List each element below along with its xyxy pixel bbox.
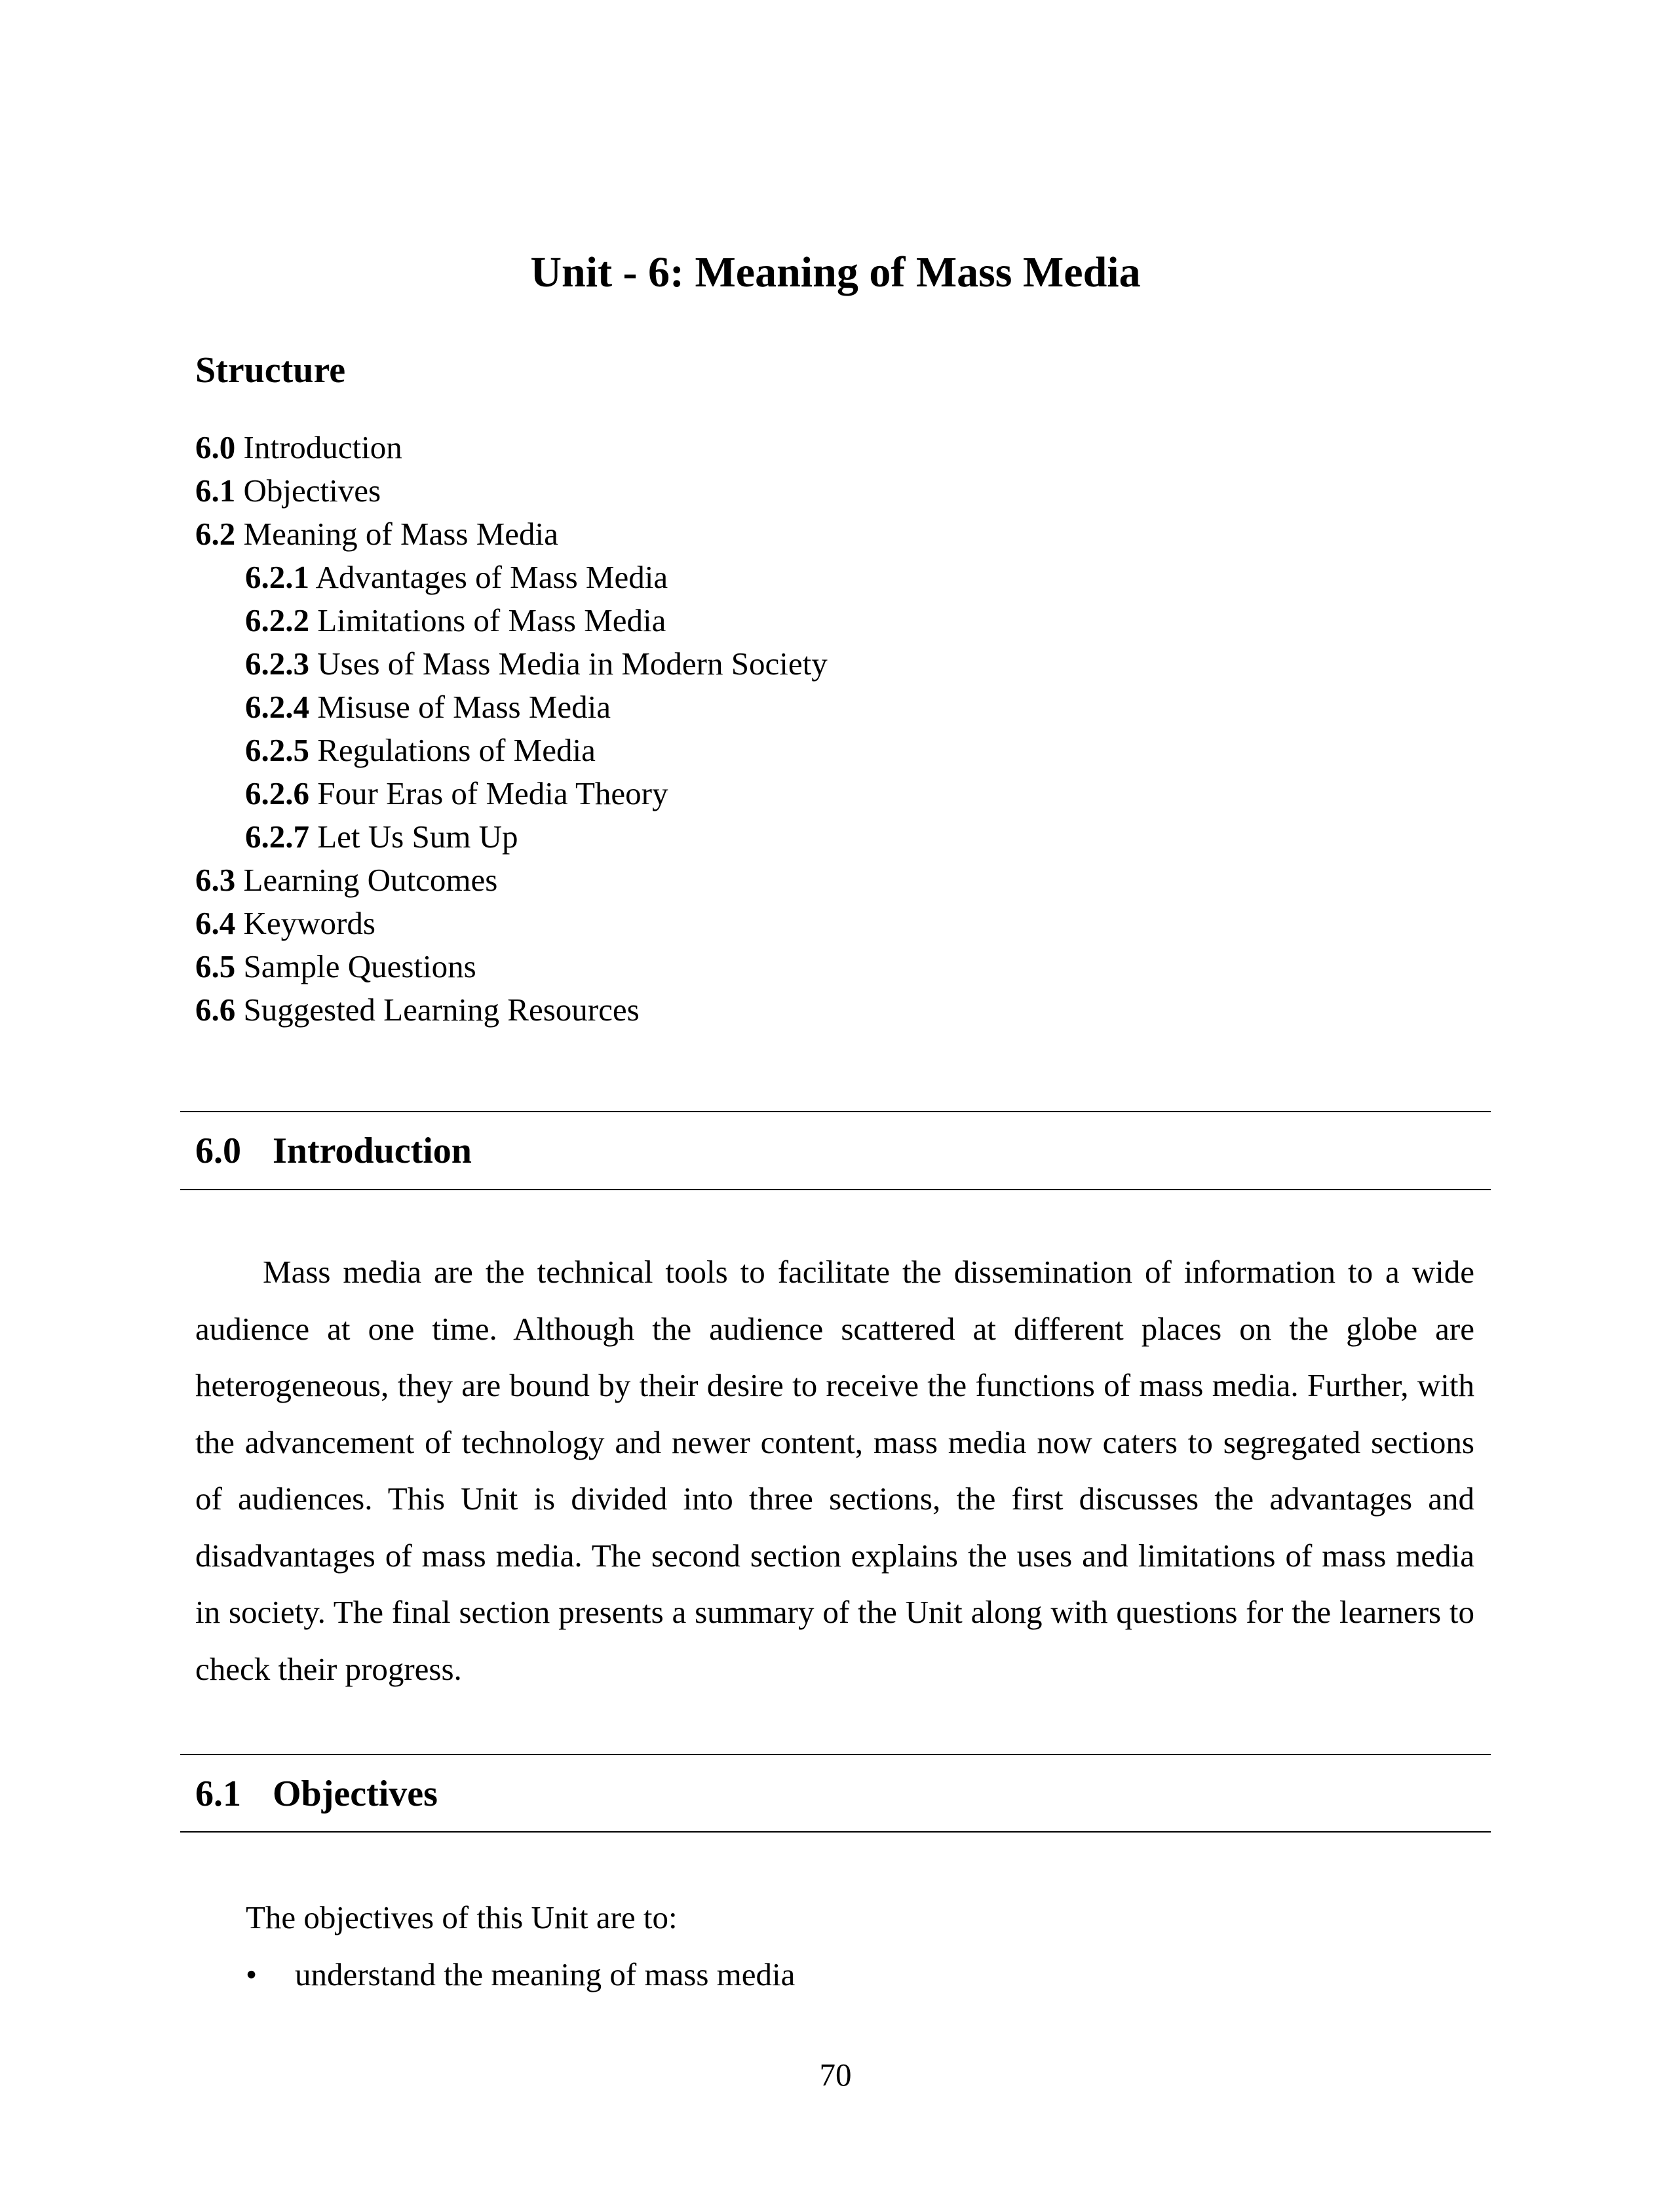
toc-item-label: Meaning of Mass Media xyxy=(243,516,558,552)
section-divider-top xyxy=(180,1111,1491,1112)
toc-item xyxy=(195,513,828,556)
objective-item xyxy=(246,1953,795,1996)
toc-item-label: Advantages of Mass Media xyxy=(315,559,668,595)
toc-subitem xyxy=(195,642,828,686)
toc-item xyxy=(195,469,828,513)
toc-subitem xyxy=(195,772,828,815)
toc-subitem xyxy=(195,815,828,859)
toc-item-number: 6.2.7 xyxy=(245,819,309,855)
toc-item-label: Introduction xyxy=(243,429,402,465)
bullet-icon: • xyxy=(246,1956,258,1992)
toc-item-number: 6.2 xyxy=(195,516,236,552)
introduction-heading xyxy=(195,1125,472,1177)
toc-item xyxy=(195,988,828,1032)
objectives-heading xyxy=(195,1768,438,1820)
toc-subitem xyxy=(195,599,828,642)
toc-item-label: Learning Outcomes xyxy=(243,862,498,898)
toc-item-number: 6.2.3 xyxy=(245,646,309,682)
objectives-list xyxy=(246,1953,795,1996)
toc-item-number: 6.1 xyxy=(195,473,236,509)
structure-heading: Structure xyxy=(195,350,346,391)
toc-item-label: Let Us Sum Up xyxy=(317,819,518,855)
toc-item-number: 6.2.1 xyxy=(245,559,309,595)
toc-item-number: 6.4 xyxy=(195,905,236,941)
toc-item-label: Four Eras of Media Theory xyxy=(317,775,668,811)
toc-item-label: Objectives xyxy=(243,473,381,509)
toc-item xyxy=(195,902,828,945)
section-title: Introduction xyxy=(273,1131,472,1171)
toc-item-number: 6.6 xyxy=(195,992,236,1028)
unit-title: Unit - 6: Meaning of Mass Media xyxy=(530,248,1141,296)
toc-item xyxy=(195,426,828,469)
toc-item-number: 6.0 xyxy=(195,429,236,465)
toc-item xyxy=(195,859,828,902)
section-number: 6.0 xyxy=(195,1131,241,1171)
toc-item-number: 6.2.4 xyxy=(245,689,309,725)
toc-item xyxy=(195,945,828,988)
toc-item-label: Uses of Mass Media in Modern Society xyxy=(317,646,828,682)
toc-item-label: Limitations of Mass Media xyxy=(317,602,666,638)
toc-item-number: 6.5 xyxy=(195,948,236,984)
toc-subitem xyxy=(195,729,828,772)
objectives-intro: The objectives of this Unit are to: xyxy=(246,1899,678,1935)
section-divider-bottom xyxy=(180,1831,1491,1833)
toc-item-number: 6.2.5 xyxy=(245,732,309,768)
section-title: Objectives xyxy=(273,1774,438,1814)
toc-item-number: 6.3 xyxy=(195,862,236,898)
toc-item-label: Suggested Learning Resources xyxy=(243,992,640,1028)
objective-text: understand the meaning of mass media xyxy=(295,1956,796,1992)
toc-item-label: Misuse of Mass Media xyxy=(317,689,611,725)
toc-item-number: 6.2.2 xyxy=(245,602,309,638)
section-number: 6.1 xyxy=(195,1774,241,1814)
section-divider-top xyxy=(180,1754,1491,1755)
section-divider-bottom xyxy=(180,1189,1491,1190)
page-number: 70 xyxy=(819,2057,852,2093)
structure-list xyxy=(195,426,828,1032)
toc-subitem xyxy=(195,556,828,599)
toc-item-label: Keywords xyxy=(243,905,375,941)
toc-subitem xyxy=(195,686,828,729)
introduction-paragraph: Mass media are the technical tools to facilitate the dissemination of information to a wide audience at one time. Although the audience scattered at different places on the globe are heterogeneous, they are bound by their desire to receive the functions of mass media. Further, with the advancement of technology and newer content, mass media now caters to segregated sections of audiences. This Unit is divided into three sections, the first discusses the advantages and disadvantages of mass media. The second section explains the uses and limitations of mass media in society. The final section presents a summary of the Unit along with questions for the learners to check their progress. xyxy=(195,1254,1474,1687)
toc-item-label: Regulations of Media xyxy=(317,732,596,768)
toc-item-number: 6.2.6 xyxy=(245,775,309,811)
toc-item-label: Sample Questions xyxy=(243,948,476,984)
